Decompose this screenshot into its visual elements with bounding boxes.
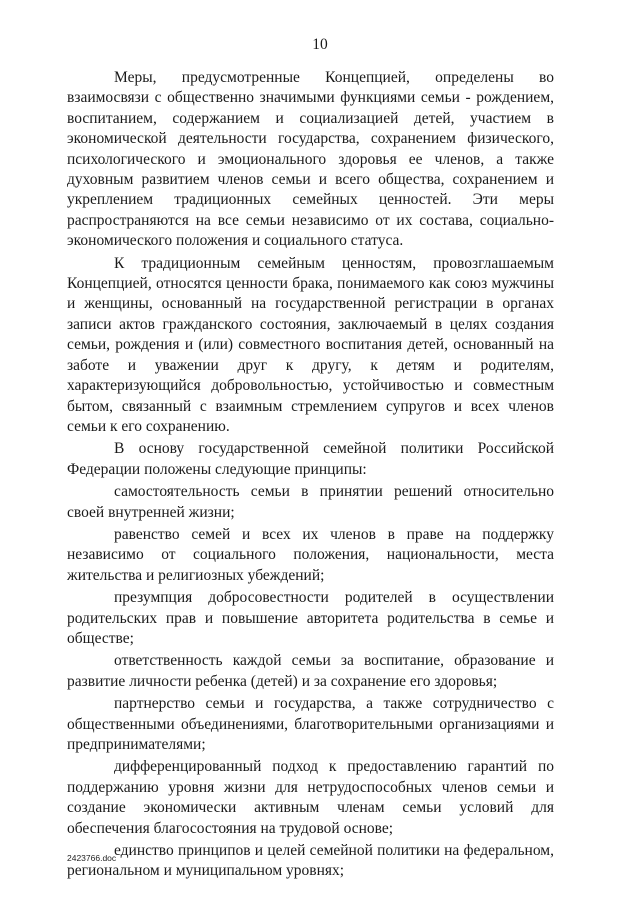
principle-unity: единство принципов и целей семейной политики на федеральном, региональном и муниципальном уровнях; [67, 842, 554, 880]
paragraph-measures: Меры, предусмотренные Концепцией, определены во взаимосвязи с общественно значимыми функциями семьи - рождением, воспитанием, содержанием и социализацией детей, участием в экономической деятельности государства, сохранением физического, психологического и эмоционального здоровья ее членов, а также духовным развитием членов семьи и всего общества, сохранением и укреплением традиционных семейных ценностей. Эти меры распространяются на все семьи независимо от их состава, социально-экономического положения и социального статуса. [67, 69, 554, 250]
page-number: 10 [312, 36, 328, 53]
principle-responsibility: ответственность каждой семьи за воспитание, образование и развитие личности ребенка (детей) и за сохранение его здоровья; [67, 652, 554, 690]
principle-equality: равенство семей и всех их членов в праве на поддержку независимо от социального положения, национальности, места жительства и религиозных убеждений; [67, 525, 554, 584]
principle-self-sufficiency: самостоятельность семьи в принятии решений относительно своей внутренней жизни; [67, 483, 554, 521]
principle-differentiated-approach: дифференцированный подход к предоставлению гарантий по поддержанию уровня жизни для нетрудоспособных членов семьи и создание экономически активным членам семьи условий для обеспечения благосостояния на трудовой основе; [67, 758, 554, 837]
paragraph-principles-intro: В основу государственной семейной политики Российской Федерации положены следующие принципы: [67, 440, 554, 478]
document-body [67, 68, 554, 882]
principle-partnership: партнерство семьи и государства, а также сотрудничество с общественными объединениями, благотворительными организациями и предпринимателями; [67, 695, 554, 753]
paragraph-traditional-values: К традиционным семейным ценностям, провозглашаемым Концепцией, относятся ценности брака, понимаемого как союз мужчины и женщины, основанный на государственной регистрации в органах записи актов гражданского состояния, заключаемый в целях создания семьи, рождения и (или) совместного воспитания детей, основанный на заботе и уважении друг к другу, к детям и родителям, характеризующийся добровольностью, устойчивостью и совместным бытом, связанный с взаимным стремлением супругов и всех членов семьи к его сохранению. [67, 254, 554, 435]
principle-good-faith: презумпция добросовестности родителей в осуществлении родительских прав и повышение авторитета родительства в семье и обществе; [67, 589, 554, 647]
document-footer: 2423766.doc [67, 853, 117, 863]
